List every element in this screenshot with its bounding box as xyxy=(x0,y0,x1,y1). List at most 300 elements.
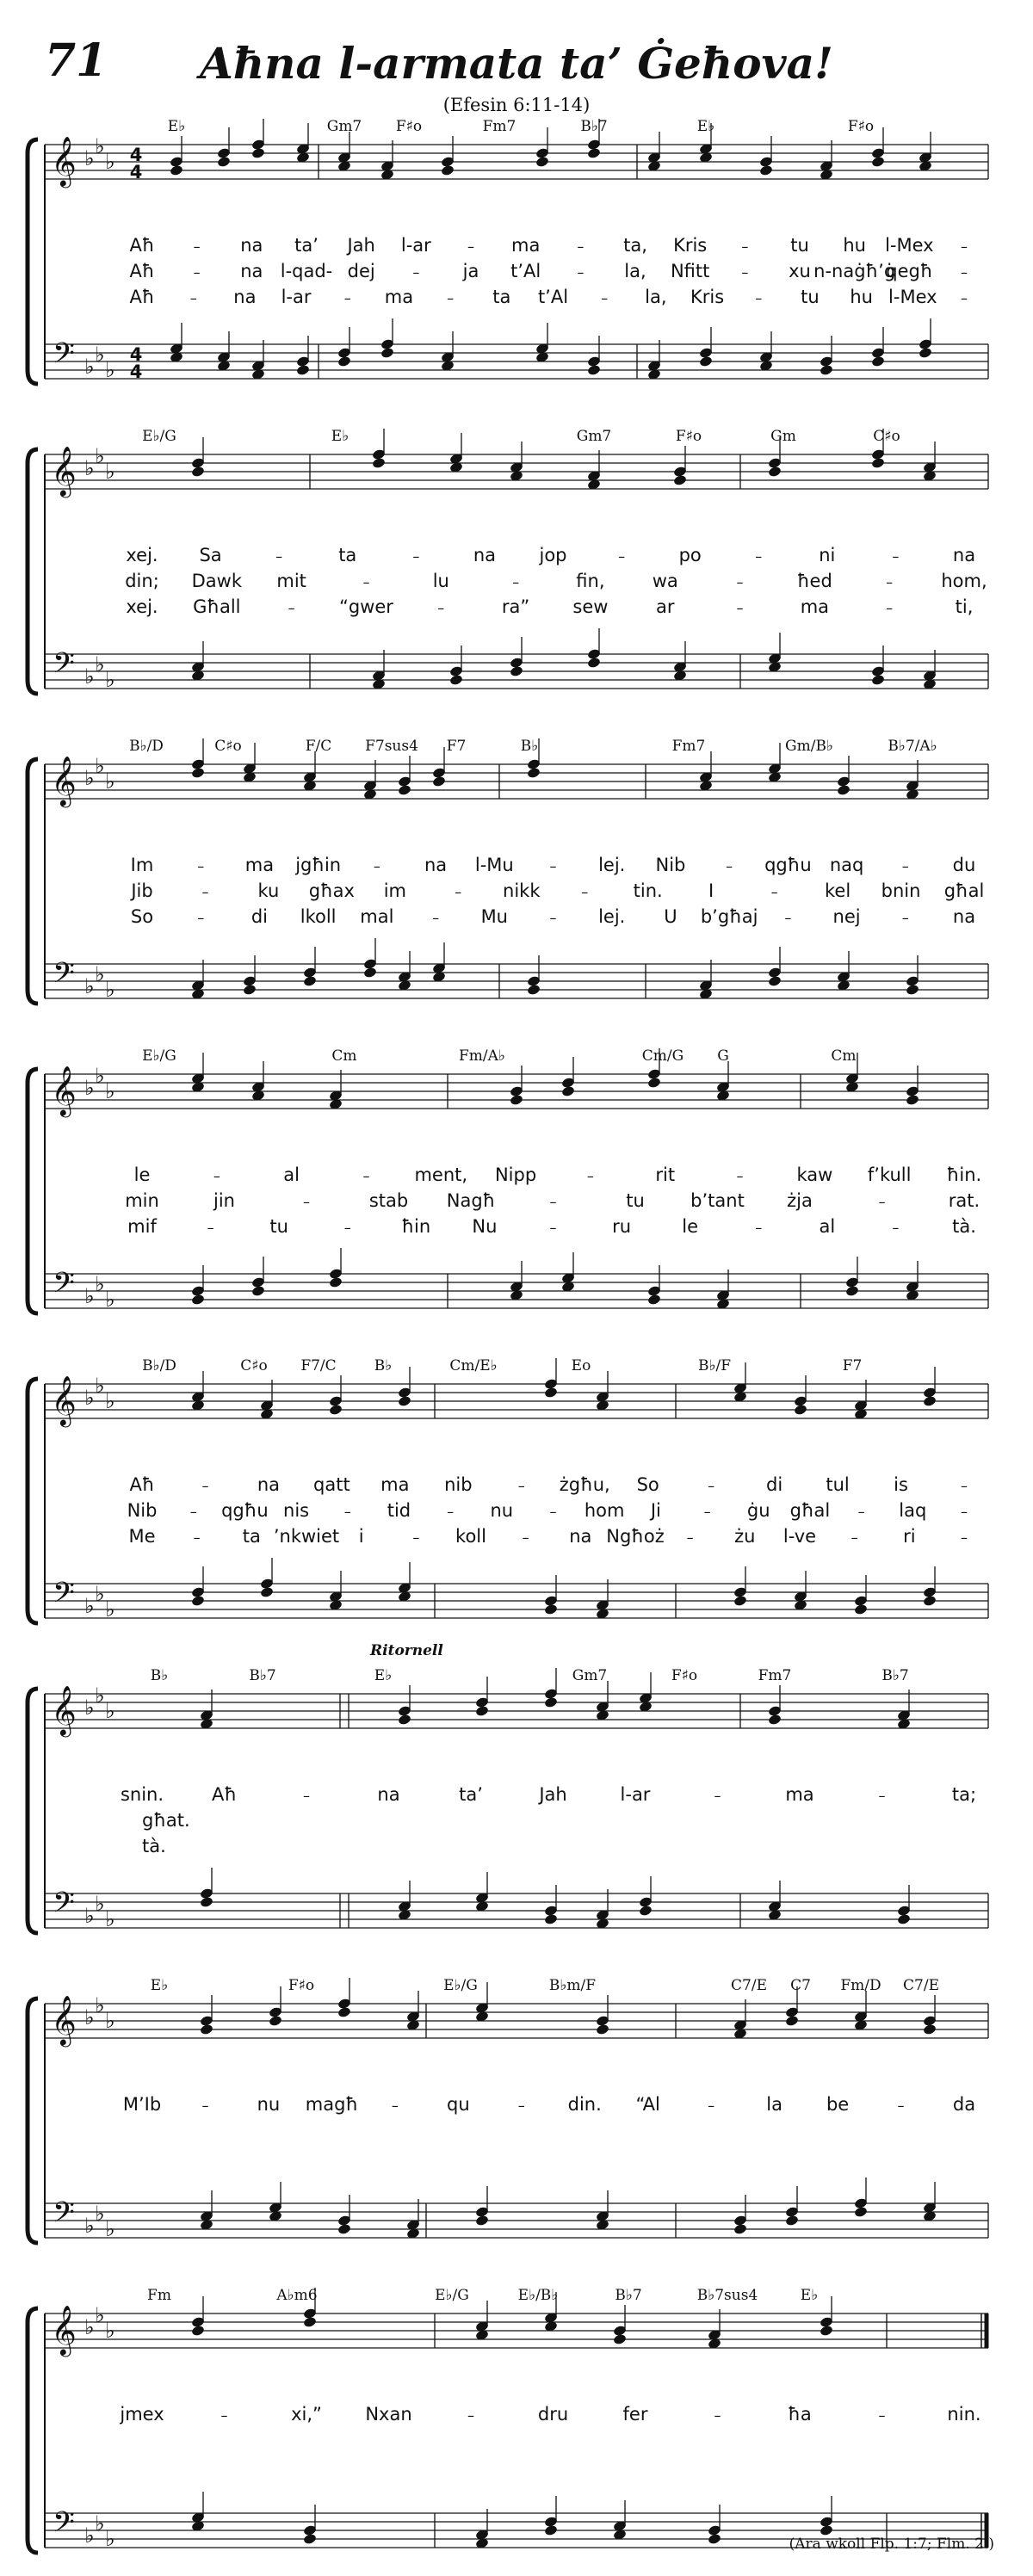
system-3-lyric-syllable: għal xyxy=(943,880,985,901)
system-1-treble-note xyxy=(441,164,455,176)
system-1-lyric-hyphen: – xyxy=(447,290,455,306)
system-1-lyric-syllable: Kris xyxy=(690,287,725,307)
system-5-bass-key-flat: ♭ xyxy=(105,1597,115,1622)
system-6-bracket xyxy=(28,1689,38,1933)
system-4-bass-note xyxy=(329,1276,343,1288)
system-5-lyric-syllable: ta xyxy=(242,1526,261,1547)
system-6-bass-note xyxy=(544,1913,559,1925)
system-4-chord-symbol: Cm xyxy=(331,1047,357,1065)
system-8-chord-symbol: A♭m6 xyxy=(276,2287,318,2304)
system-5-bass-note xyxy=(854,1603,869,1615)
system-1-lyric-syllable: t’Al xyxy=(537,287,569,307)
system-8-bass-note xyxy=(708,2533,722,2545)
scripture-reference: (Efesin 6:11-14) xyxy=(442,95,591,115)
system-5-lyric-hyphen: – xyxy=(193,1529,201,1546)
system-3-lyric-syllable: Mu xyxy=(480,906,509,927)
system-3-chord-symbol: F7 xyxy=(446,738,467,755)
system-6-bass-note xyxy=(639,1905,653,1917)
system-4-treble-key-flat: ♭ xyxy=(105,1079,115,1103)
system-1-lyric-syllable: ja xyxy=(462,261,479,281)
system-1-bass-note xyxy=(296,364,311,376)
system-4-lyric-syllable: tu xyxy=(626,1190,645,1211)
system-8-lyric-syllable: fer xyxy=(622,2404,648,2425)
system-7-lyric-syllable: nu xyxy=(257,2094,281,2115)
system-1-bass-note xyxy=(587,364,602,376)
system-1-bass-note xyxy=(871,355,886,368)
system-2-chord-symbol: Gm7 xyxy=(576,428,612,445)
system-6-treble-clef: 𝄞 xyxy=(51,1685,77,1735)
system-3-bass-note xyxy=(303,975,318,987)
system-4-chord-symbol: Cm/G xyxy=(641,1047,684,1065)
system-8-bass-key-flat: ♭ xyxy=(95,2511,105,2536)
system-1-bass-note xyxy=(820,364,834,376)
system-2-treble-note xyxy=(871,457,886,469)
system-7-treble-key-flat: ♭ xyxy=(105,2009,115,2033)
system-1-lyric-hyphen: – xyxy=(961,264,968,281)
system-3-lyric-syllable: lej. xyxy=(598,906,626,927)
system-5-lyric-syllable: nib xyxy=(444,1474,473,1495)
system-7-lyric-syllable: magħ xyxy=(305,2094,359,2115)
system-2-lyric-syllable: ta xyxy=(338,545,357,565)
system-2-bass-note xyxy=(449,674,464,686)
system-4-bass-key-flat: ♭ xyxy=(95,1272,105,1296)
system-3-lyric-syllable: di xyxy=(251,906,269,927)
system-2-chord-symbol: Gm xyxy=(770,428,796,445)
system-5-lyric-syllable: ma xyxy=(380,1474,410,1495)
system-5-bass-note xyxy=(923,1595,937,1607)
system-2-lyric-syllable: po xyxy=(678,545,702,565)
system-4-lyric-syllable: ħin xyxy=(401,1216,431,1237)
system-7-bass-clef: 𝄢 xyxy=(53,2196,75,2236)
system-4-bass-clef: 𝄢 xyxy=(53,1267,75,1307)
system-1-lyric-hyphen: – xyxy=(961,238,968,255)
system-1-lyric-syllable: Nfitt xyxy=(670,261,710,281)
system-4-lyric-hyphen: – xyxy=(549,1220,557,1236)
system-2-lyric-syllable: na xyxy=(952,545,976,565)
system-1-chord-symbol: Fm7 xyxy=(482,118,516,135)
system-2-bass-note xyxy=(871,674,886,686)
system-5-lyric-syllable: żu xyxy=(734,1526,756,1547)
system-2-bracket xyxy=(28,449,38,694)
system-3-lyric-syllable: mal xyxy=(360,906,394,927)
system-2-treble-note xyxy=(372,457,387,469)
system-4-treble-clef: 𝄞 xyxy=(51,1066,77,1115)
system-2-lyric-syllable: sew xyxy=(572,596,609,617)
system-5-lyric-hyphen: – xyxy=(961,1529,968,1546)
system-4-chord-symbol: Cm xyxy=(831,1047,857,1065)
system-2-lyric-syllable: wa xyxy=(652,571,678,591)
system-3-chord-symbol: Gm/B♭ xyxy=(785,738,833,755)
system-4-lyric-hyphen: – xyxy=(207,1220,214,1236)
system-4-treble-key-flat: ♭ xyxy=(95,1064,105,1088)
system-4-lyric-syllable: b’tant xyxy=(690,1190,745,1211)
system-4-lyric-hyphen: – xyxy=(892,1220,900,1236)
system-4-treble-note xyxy=(510,1094,524,1106)
system-6-treble-key-flat: ♭ xyxy=(84,1696,95,1720)
system-7-lyric-syllable: “Al xyxy=(635,2094,660,2115)
system-7-chord-symbol: C7/E xyxy=(903,1977,939,1994)
system-2-lyric-hyphen: – xyxy=(288,600,295,616)
system-6-chord-symbol: B♭7 xyxy=(881,1667,909,1684)
system-1-lyric-syllable: Aħ xyxy=(129,235,155,256)
system-3-lyric-hyphen: – xyxy=(201,884,209,900)
system-5-lyric-hyphen: – xyxy=(961,1478,968,1494)
time-signature-upper: 4 xyxy=(129,145,143,165)
system-3-lyric-syllable: im xyxy=(383,880,406,901)
system-1-treble-note xyxy=(759,164,774,176)
system-7-bass-note xyxy=(733,2223,748,2235)
system-6-treble-note xyxy=(475,1705,490,1717)
system-8-treble-clef: 𝄞 xyxy=(51,2305,77,2355)
system-7-lyric-syllable: din. xyxy=(567,2094,602,2115)
system-5-bass-key-flat: ♭ xyxy=(84,1594,95,1618)
system-3-lyric-hyphen: – xyxy=(726,858,733,874)
system-1-lyric-hyphen: – xyxy=(755,290,763,306)
system-5-chord-symbol: F7 xyxy=(842,1357,863,1374)
system-2-lyric-syllable: Dawk xyxy=(191,571,243,591)
system-6-bass-key-flat: ♭ xyxy=(105,1907,115,1931)
system-1-treble-note xyxy=(871,156,886,168)
system-2-lyric-hyphen: – xyxy=(886,600,894,616)
system-1-treble-note xyxy=(587,147,602,159)
system-1-lyric-syllable: t’Al xyxy=(510,261,541,281)
system-3-treble-note xyxy=(191,767,206,779)
system-1-lyric-hyphen: – xyxy=(741,238,749,255)
system-5-lyric-syllable: ġu xyxy=(746,1500,770,1521)
system-3-lyric-syllable: kel xyxy=(824,880,851,901)
time-signature-lower: 4 xyxy=(129,162,143,182)
system-5-chord-symbol: C♯o xyxy=(240,1357,268,1374)
system-6-lyric-syllable: ta’ xyxy=(459,1784,483,1805)
system-7-bass-note xyxy=(475,2215,490,2227)
system-4-bracket xyxy=(28,1069,38,1313)
system-5-treble-clef: 𝄞 xyxy=(51,1375,77,1425)
system-8-chord-symbol: E♭/B♭ xyxy=(517,2287,559,2304)
system-1-lyric-syllable: xu xyxy=(789,261,811,281)
hymn-number: 71 xyxy=(45,34,108,87)
system-2-chord-symbol: E♭ xyxy=(331,428,349,445)
system-2-lyric-hyphen: – xyxy=(892,548,900,565)
system-4-lyric-syllable: al xyxy=(283,1164,300,1185)
system-3-lyric-hyphen: – xyxy=(549,858,557,874)
system-4-bass-key-flat: ♭ xyxy=(105,1288,115,1312)
system-1-lyric-hyphen: – xyxy=(467,238,474,255)
system-4-lyric-syllable: kaw xyxy=(796,1164,833,1185)
system-4-lyric-syllable: le xyxy=(682,1216,699,1237)
system-3-chord-symbol: B♭ xyxy=(520,738,539,755)
system-3-bass-note xyxy=(768,975,782,987)
system-5-treble-note xyxy=(923,1395,937,1407)
system-3-lyric-syllable: lkoll xyxy=(300,906,337,927)
system-4-chord-symbol: G xyxy=(717,1047,729,1065)
system-3-bass-key-flat: ♭ xyxy=(105,978,115,1002)
system-4-lyric-syllable: rit xyxy=(655,1164,676,1185)
system-2-lyric-syllable: ti, xyxy=(955,596,974,617)
system-1-treble-clef: 𝄞 xyxy=(51,136,77,186)
system-6-lyric-syllable: ma xyxy=(785,1784,814,1805)
system-2-lyric-syllable: na xyxy=(473,545,497,565)
system-3-chord-symbol: C♯o xyxy=(214,738,242,755)
system-7-treble-note xyxy=(200,2023,214,2035)
system-5-lyric-hyphen: – xyxy=(708,1478,715,1494)
system-5-lyric-syllable: ’nkwiet xyxy=(273,1526,340,1547)
system-7-treble-note xyxy=(269,2015,283,2027)
system-7-lyric-syllable: da xyxy=(952,2094,976,2115)
system-4-lyric-hyphen: – xyxy=(878,1194,886,1210)
system-5-lyric-hyphen: – xyxy=(201,1478,209,1494)
system-3-lyric-syllable: naq xyxy=(829,855,864,875)
system-3-treble-note xyxy=(398,784,412,796)
system-5-chord-symbol: B♭ xyxy=(374,1357,393,1374)
system-3-treble-key-flat: ♭ xyxy=(105,769,115,794)
system-5-bass-key-flat: ♭ xyxy=(95,1582,105,1606)
system-4-lyric-syllable: al xyxy=(819,1216,836,1237)
system-4-lyric-syllable: Nagħ xyxy=(446,1190,496,1211)
system-5-lyric-syllable: tid xyxy=(387,1500,411,1521)
system-8-lyric-hyphen: – xyxy=(467,2407,474,2424)
system-6-lyric-syllable: Jah xyxy=(539,1784,567,1805)
system-1-bass-clef: 𝄢 xyxy=(53,337,75,377)
system-2-lyric-syllable: lu xyxy=(432,571,449,591)
system-3-lyric-hyphen: – xyxy=(432,910,440,926)
system-3-lyric-hyphen: – xyxy=(901,858,909,874)
system-7-lyric-syllable: la xyxy=(766,2094,782,2115)
system-6-bass-note xyxy=(897,1913,912,1925)
system-1-lyric-syllable: na xyxy=(233,287,257,307)
system-2-lyric-syllable: ma xyxy=(800,596,830,617)
system-7-treble-key-flat: ♭ xyxy=(84,2005,95,2029)
system-8-lyric-syllable: dru xyxy=(537,2404,569,2425)
system-1-lyric-syllable: n-naġħ’ġ xyxy=(813,261,896,281)
system-3-chord-symbol: B♭7/A♭ xyxy=(888,738,937,755)
system-3-lyric-syllable: tin. xyxy=(633,880,663,901)
system-4-lyric-syllable: jin xyxy=(213,1190,235,1211)
system-6-lyric-syllable: għat. xyxy=(142,1810,190,1831)
system-3-lyric-syllable: nej xyxy=(832,906,861,927)
system-4-lyric-syllable: tà. xyxy=(952,1216,976,1237)
system-5-treble-note xyxy=(794,1404,808,1416)
system-5-lyric-syllable: na xyxy=(569,1526,592,1547)
system-3-lyric-hyphen: – xyxy=(373,858,380,874)
system-2-lyric-hyphen: – xyxy=(362,574,370,590)
system-4-lyric-syllable: rat. xyxy=(948,1190,980,1211)
system-7-treble-clef: 𝄞 xyxy=(51,1995,77,2045)
system-4-bass-note xyxy=(647,1294,662,1306)
system-5-lyric-syllable: Ji xyxy=(650,1500,661,1521)
system-4-lyric-syllable: ru xyxy=(612,1216,632,1237)
system-4-lyric-syllable: min xyxy=(125,1190,159,1211)
system-7-bass-key-flat: ♭ xyxy=(84,2214,95,2238)
system-4-lyric-syllable: Nipp xyxy=(494,1164,537,1185)
system-1-lyric-hyphen: – xyxy=(601,290,609,306)
system-7-bass-note xyxy=(854,2206,869,2218)
system-1-lyric-syllable: l-Mex xyxy=(885,235,934,256)
system-4-lyric-hyphen: – xyxy=(549,1194,557,1210)
system-1-bass-key-flat: ♭ xyxy=(95,343,105,367)
system-4-lyric-syllable: mif xyxy=(127,1216,157,1237)
system-5-lyric-syllable: na xyxy=(257,1474,281,1495)
system-5-treble-note xyxy=(544,1387,559,1399)
system-5-lyric-syllable: So xyxy=(636,1474,659,1495)
system-1-lyric-syllable: la, xyxy=(624,261,646,281)
system-5-chord-symbol: B♭/D xyxy=(142,1357,176,1374)
system-5-lyric-hyphen: – xyxy=(857,1504,865,1520)
system-5-lyric-hyphen: – xyxy=(549,1504,557,1520)
system-1-bass-note xyxy=(699,355,714,368)
system-5-lyric-syllable: Aħ xyxy=(129,1474,155,1495)
system-2-bass-key-flat: ♭ xyxy=(84,664,95,689)
system-3-lyric-hyphen: – xyxy=(455,884,462,900)
system-7-chord-symbol: B♭m/F xyxy=(548,1977,597,1994)
system-7-lyric-hyphen: – xyxy=(201,2097,209,2114)
hymn-title: Aħna l-armata ta’ Ġeħova! xyxy=(200,38,833,89)
system-3-chord-symbol: Fm7 xyxy=(671,738,706,755)
system-3-lyric-syllable: bnin xyxy=(881,880,921,901)
system-5-lyric-hyphen: – xyxy=(851,1529,858,1546)
bass-time-signature-lower: 4 xyxy=(129,361,143,382)
system-1-chord-symbol: F♯o xyxy=(847,118,875,135)
system-8-treble-note xyxy=(613,2333,628,2345)
system-5-bass-clef: 𝄢 xyxy=(53,1577,75,1616)
system-8-lyric-syllable: ħa xyxy=(788,2404,812,2425)
system-5-lyric-hyphen: – xyxy=(189,1504,197,1520)
system-3-treble-key-flat: ♭ xyxy=(95,754,105,778)
system-2-lyric-syllable: hom, xyxy=(941,571,987,591)
system-4-lyric-syllable: tu xyxy=(269,1216,288,1237)
system-4-bass-note xyxy=(845,1285,860,1297)
system-8-lyric-syllable: xi,” xyxy=(291,2404,322,2425)
system-1-lyric-syllable: la, xyxy=(645,287,667,307)
system-2-treble-key-flat: ♭ xyxy=(95,444,105,468)
system-2-lyric-syllable: ar xyxy=(655,596,675,617)
system-5-chord-symbol: B♭/F xyxy=(697,1357,732,1374)
system-1-lyric-syllable: l-ar xyxy=(400,235,431,256)
system-2-lyric-syllable: ra” xyxy=(501,596,530,617)
system-3-lyric-syllable: Jib xyxy=(131,880,153,901)
system-6-bass-key-flat: ♭ xyxy=(84,1904,95,1928)
system-5-lyric-syllable: Nib xyxy=(127,1500,158,1521)
system-2-lyric-hyphen: – xyxy=(412,548,420,565)
system-3-bass-key-flat: ♭ xyxy=(84,974,95,998)
system-3-bass-note xyxy=(527,984,541,996)
system-5-treble-key-flat: ♭ xyxy=(105,1389,115,1413)
system-8-treble-note xyxy=(191,2325,206,2337)
system-1-bass-key-flat: ♭ xyxy=(84,355,95,379)
system-1-lyric-hyphen: – xyxy=(577,238,585,255)
system-3-lyric-syllable: qgħu xyxy=(764,855,812,875)
system-2-chord-symbol: E♭/G xyxy=(142,428,176,445)
system-2-bass-key-flat: ♭ xyxy=(95,652,105,676)
system-5-lyric-syllable: Ngħoż xyxy=(606,1526,665,1547)
system-5-treble-note xyxy=(398,1395,412,1407)
system-6-treble-note xyxy=(768,1714,782,1726)
system-1-lyric-syllable: ta, xyxy=(623,235,647,256)
system-1-chord-symbol: B♭7 xyxy=(580,118,608,135)
system-7-chord-symbol: F♯o xyxy=(288,1977,315,1994)
system-1-lyric-syllable: ma xyxy=(384,287,414,307)
system-2-lyric-syllable: din; xyxy=(125,571,159,591)
system-3-lyric-syllable: na xyxy=(952,906,976,927)
system-7-bracket xyxy=(28,1998,38,2243)
system-8-lyric-hyphen: – xyxy=(714,2407,721,2424)
system-8-chord-symbol: E♭/G xyxy=(435,2287,469,2304)
system-3-bass-clef: 𝄢 xyxy=(53,957,75,997)
system-5-lyric-syllable: hom xyxy=(584,1500,625,1521)
system-6-chord-symbol: Gm7 xyxy=(572,1667,608,1684)
system-4-chord-symbol: E♭/G xyxy=(142,1047,176,1065)
system-3-lyric-syllable: nikk xyxy=(503,880,541,901)
system-3-bass-note xyxy=(243,984,257,996)
system-1-lyric-syllable: Kris xyxy=(673,235,708,256)
system-1-lyric-syllable: l-qad- xyxy=(280,261,333,281)
system-5-chord-symbol: Cm/E♭ xyxy=(449,1357,498,1374)
system-7-lyric-hyphen: – xyxy=(708,2097,715,2114)
system-1-chord-symbol: Gm7 xyxy=(326,118,362,135)
system-2-lyric-hyphen: – xyxy=(736,574,744,590)
system-7-treble-note xyxy=(337,2006,352,2018)
system-5-lyric-syllable: di xyxy=(766,1474,783,1495)
system-4-lyric-syllable: żja xyxy=(787,1190,813,1211)
system-7-lyric-syllable: M’Ib xyxy=(122,2094,162,2115)
system-1-bass-note xyxy=(380,347,395,359)
system-5-chord-symbol: Eo xyxy=(571,1357,591,1374)
system-3-lyric-hyphen: – xyxy=(549,910,557,926)
system-8-chord-symbol: Fm xyxy=(147,2287,171,2304)
system-7-lyric-syllable: qu xyxy=(446,2094,470,2115)
system-4-lyric-hyphen: – xyxy=(736,1168,744,1184)
system-1-treble-note xyxy=(535,156,550,168)
system-6-bass-key-flat: ♭ xyxy=(95,1892,105,1916)
system-4-lyric-syllable: f’kull xyxy=(867,1164,912,1185)
system-1-treble-note xyxy=(251,147,266,159)
system-3-lyric-syllable: ma xyxy=(244,855,275,875)
system-1-treble-key-flat: ♭ xyxy=(105,150,115,174)
system-4-treble-note xyxy=(906,1094,920,1106)
system-4-lyric-hyphen: – xyxy=(213,1168,220,1184)
system-5-lyric-syllable: qgħu xyxy=(221,1500,269,1521)
system-1-chord-symbol: E♭ xyxy=(696,118,715,135)
system-6-treble-note xyxy=(544,1696,559,1708)
system-1-chord-symbol: F♯o xyxy=(395,118,423,135)
system-3-lyric-hyphen: – xyxy=(901,910,909,926)
system-6-lyric-hyphen: – xyxy=(303,1788,310,1804)
system-6-chord-symbol: B♭ xyxy=(150,1667,169,1684)
system-2-treble-note xyxy=(673,474,688,486)
bass-time-signature-upper: 4 xyxy=(129,344,143,365)
system-8-treble-note xyxy=(820,2325,834,2337)
system-8-treble-key-flat: ♭ xyxy=(95,2303,105,2327)
system-5-lyric-syllable: tul xyxy=(826,1474,850,1495)
system-5-lyric-syllable: Me xyxy=(128,1526,156,1547)
system-2-lyric-syllable: Sa xyxy=(199,545,222,565)
system-7-lyric-hyphen: – xyxy=(517,2097,525,2114)
system-1-lyric-hyphen: – xyxy=(343,290,351,306)
system-4-bass-note xyxy=(191,1294,206,1306)
system-1-lyric-syllable: na xyxy=(240,235,263,256)
system-3-lyric-syllable: U xyxy=(664,906,677,927)
system-5-chord-symbol: F7/C xyxy=(300,1357,337,1374)
system-5-bass-note xyxy=(191,1595,206,1607)
system-1-lyric-syllable: ma xyxy=(511,235,541,256)
system-4-lyric-syllable: Nu xyxy=(472,1216,498,1237)
system-8-treble-note xyxy=(303,2316,318,2328)
system-7-bass-note xyxy=(785,2215,800,2227)
system-2-treble-key-flat: ♭ xyxy=(105,460,115,484)
system-7-chord-symbol: C7/E xyxy=(731,1977,767,1994)
system-6-lyric-hyphen: – xyxy=(878,1788,886,1804)
system-5-lyric-hyphen: – xyxy=(343,1504,351,1520)
system-2-lyric-syllable: ni xyxy=(819,545,836,565)
